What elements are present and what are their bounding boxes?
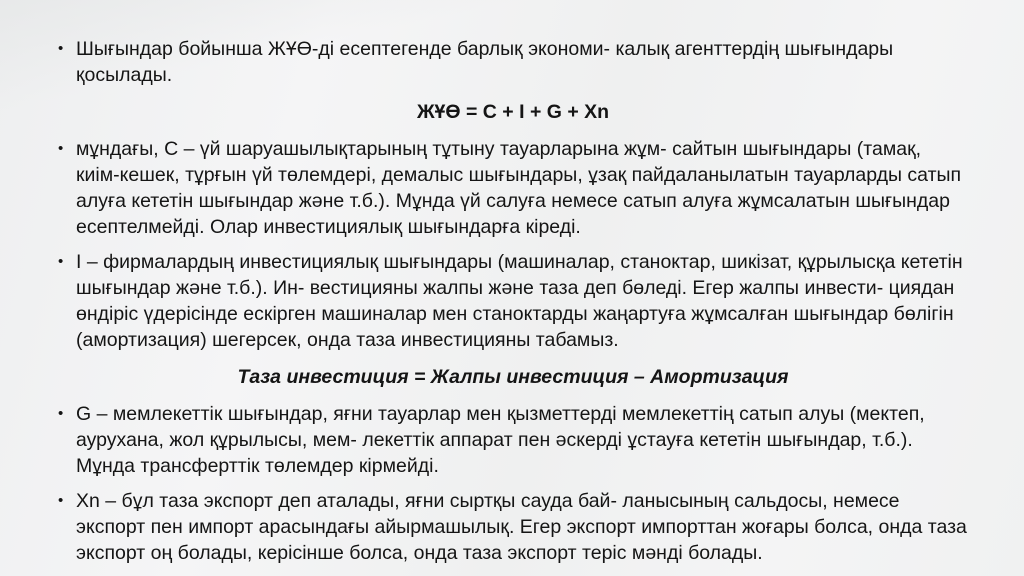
bullet-icon: • bbox=[58, 140, 64, 157]
bullet-text-government-g: G – мемлекеттік шығындар, яғни тауарлар мен қызметтерді мемлекеттің сатып алуы (мектеп, аурухана, жол құрылысы, мем- лекеттік аппарат пен әскерді ұстауға кететін шығындар, т.б.). Мұнда трансферттік төлемдер кірмейді. bbox=[76, 403, 925, 477]
bullet-text-consumption-c: мұндағы, С – үй шаруашылықтарының тұтыну тауарларына жұм- сайтын шығындары (тамақ, киім-кешек, тұрғын үй төлемдері, демалыс шығындары, ұзақ пайдаланылатын тауарларды сатып алуға кететін шығындар және т.б.). Мұнда үй салуға немесе сатып алуға жұмсалатын шығындар есептелмейді. Олар инвестициялық шығындарға кіреді. bbox=[76, 138, 962, 238]
bullet-icon: • bbox=[58, 253, 64, 270]
bullet-icon: • bbox=[58, 492, 64, 509]
bullet-item-investment-i bbox=[56, 249, 970, 353]
bullet-text-net-export-xn: Xn – бұл таза экспорт деп аталады, яғни сыртқы сауда бай- ланысының сальдосы, немесе экспорт пен импорт арасындағы айырмашылық. Егер экспорт импорттан жоғары болса, онда таза экспорт оң болады, керісінше болса, онда таза экспорт теріс мәнді болады. bbox=[76, 490, 967, 564]
formula-net-investment-equation: Таза инвестиция = Жалпы инвестиция – Амортизация bbox=[237, 366, 789, 388]
formula-gnp-equation: ЖҰӨ = C + I + G + Xn bbox=[416, 101, 610, 123]
bullet-text-investment-i: I – фирмалардың инвестициялық шығындары (машиналар, станоктар, шикізат, құрылысқа кететін шығындар және т.б.). Ин- вестицияны жалпы және таза деп бөледі. Егер жалпы инвести- циядан өндіріс үдерісінде ескірген машиналар мен станоктарды жаңартуға жұмсалған шығындар бөлігін (амортизация) шегерсек, онда таза инвестицияны табамыз. bbox=[76, 251, 963, 351]
bullet-item-government-g bbox=[56, 401, 970, 479]
bullet-item-net-export-xn bbox=[56, 488, 970, 566]
bullet-item-expenditure-intro bbox=[56, 36, 970, 88]
bullet-text-expenditure-intro: Шығындар бойынша ЖҰӨ-ді есептегенде барлық экономи- калық агенттердің шығындары қосылады. bbox=[76, 38, 894, 86]
bullet-icon: • bbox=[58, 40, 64, 57]
bullet-item-consumption-c bbox=[56, 136, 970, 240]
bullet-icon: • bbox=[58, 405, 64, 422]
